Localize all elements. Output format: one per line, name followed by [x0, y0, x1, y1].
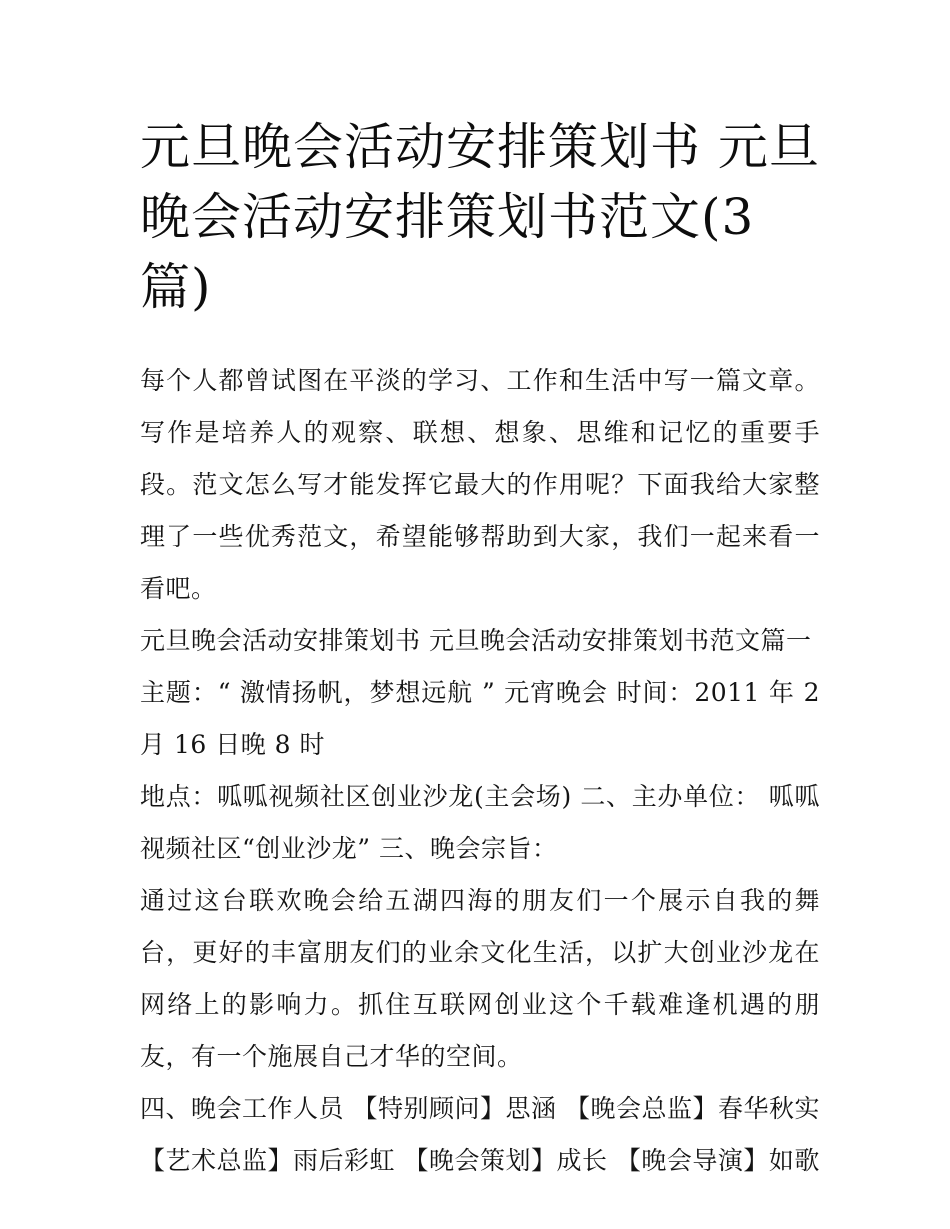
section-heading: 元旦晚会活动安排策划书 元旦晚会活动安排策划书范文篇一 — [140, 626, 812, 655]
purpose-paragraph: 通过这台联欢晚会给五湖四海的朋友们一个展示自我的舞台，更好的丰富朋友们的业余文化生活，以扩大创业沙龙在网络上的影响力。抓住互联网创业这个千载难逢机遇的朋友，有一个施展自己才华的空间。 — [140, 886, 820, 1071]
intro-paragraph: 每个人都曾试图在平淡的学习、工作和生活中写一篇文章。写作是培养人的观察、联想、想象、思维和记忆的重要手段。范文怎么写才能发挥它最大的作用呢？下面我给大家整理了一些优秀范文，希望能够帮助到大家，我们一起来看一看吧。 — [140, 366, 820, 603]
staff-paragraph: 四、晚会工作人员 【特别顾问】思涵 【晚会总监】春华秋实 【艺术总监】雨后彩虹 【晚会策划】成长 【晚会导演】如歌 — [140, 1094, 820, 1175]
document-title: 元旦晚会活动安排策划书 元旦晚会活动安排策划书范文(3篇) — [140, 118, 820, 316]
location-organizer-paragraph: 地点：呱呱视频社区创业沙龙(主会场) 二、主办单位： 呱呱视频社区“创业沙龙” 三、晚会宗旨： — [140, 782, 820, 863]
theme-time-paragraph: 主题：“ 激情扬帆，梦想远航 ” 元宵晚会 时间：2011 年 2 月 16 日晚 8 时 — [140, 678, 820, 759]
document-body — [140, 355, 820, 1187]
